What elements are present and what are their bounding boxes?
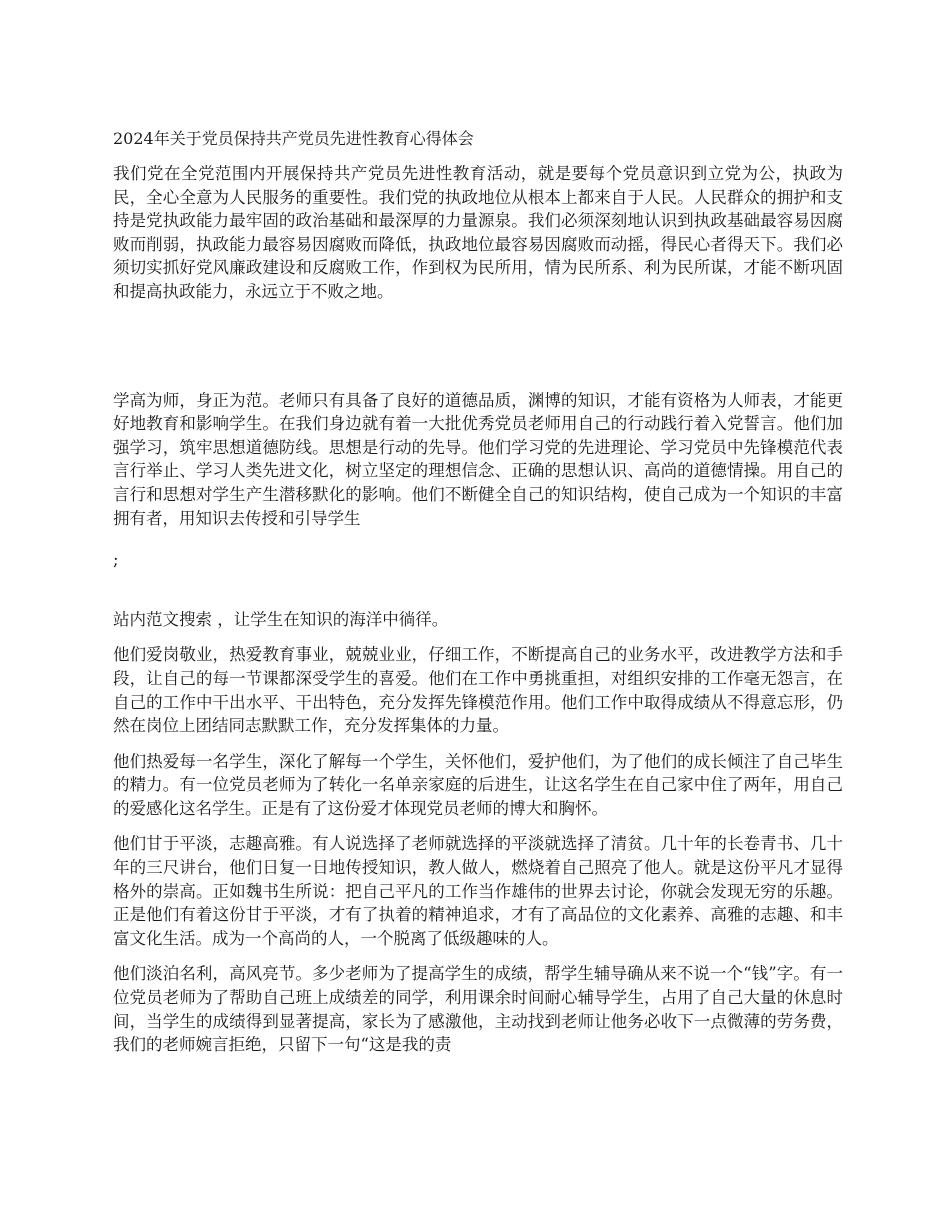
spacer <box>113 820 843 832</box>
spacer <box>113 738 843 750</box>
paragraph-love-students: 他们热爱每一名学生，深化了解每一个学生，关怀他们，爱护他们，为了他们的成长倾注了自己毕生的精力。有一位党员老师为了转化一名单亲家庭的后进生，让这名学生在自己家中住了两年，用自己的爱感化这名学生。正是有了这份爱才体现党员老师的博大和胸怀。 <box>113 751 843 818</box>
spacer <box>113 304 843 389</box>
paragraph-dedication: 他们爱岗敬业，热爱教育事业，兢兢业业，仔细工作，不断提高自己的业务水平，改进教学方法和手段，让自己的每一节课都深受学生的喜爱。他们在工作中勇挑重担，对组织安排的工作毫无怨言，在自己的工作中干出水平、干出特色，充分发挥先锋模范作用。他们工作中取得成绩从不得意忘形，仍然在岗位上团结同志默默工作，充分发挥集体的力量。 <box>113 645 843 736</box>
spacer <box>113 572 843 608</box>
paragraph-semicolon: ; <box>113 550 119 570</box>
paragraph-site-search: 站内范文搜索 ，让学生在知识的海洋中徜徉。 <box>113 609 449 629</box>
document-page <box>113 128 843 1057</box>
paragraph-teacher-example: 学高为师，身正为范。老师只有具备了良好的道德品质，渊博的知识，才能有资格为人师表，才能更好地教育和影响学生。在我们身边就有着一大批优秀党员老师用自己的行动践行着入党誓言。他们加强学习，筑牢思想道德防线。思想是行动的先导。他们学习党的先进理论、学习党员中先锋模范代表言行举止、学习人类先进文化，树立坚定的理想信念、正确的思想认识、高尚的道德情操。用自己的言行和思想对学生产生潜移默化的影响。他们不断健全自己的知识结构，使自己成为一个知识的丰富拥有者，用知识去传授和引导学生 <box>113 390 843 528</box>
paragraph-indifferent-fame: 他们淡泊名利，高风亮节。多少老师为了提高学生的成绩，帮学生辅导确从来不说一个“钱”字。有一位党员老师为了帮助自己班上成绩差的同学，利用课余时间耐心辅导学生，占用了自己大量的休息时间，当学生的成绩得到显著提高，家长为了感激他，主动找到老师让他务必收下一点微薄的劳务费，我们的老师婉言拒绝，只留下一句“这是我的责 <box>113 964 843 1055</box>
spacer <box>113 950 843 962</box>
paragraph-plain-life: 他们甘于平淡，志趣高雅。有人说选择了老师就选择的平淡就选择了清贫。几十年的长卷青书、几十年的三尺讲台，他们日复一日地传授知识，教人做人，燃烧着自己照亮了他人。就是这份平凡才显得格外的崇高。正如魏书生所说：把自己平凡的工作当作雄伟的世界去讨论，你就会发现无穷的乐趣。正是他们有着这份甘于平淡，才有了执着的精神追求，才有了高品位的文化素养、高雅的志趣、和丰富文化生活。成为一个高尚的人，一个脱离了低级趣味的人。 <box>113 834 843 948</box>
paragraph-party-education: 我们党在全党范围内开展保持共产党员先进性教育活动，就是要每个党员意识到立党为公，执政为民，全心全意为人民服务的重要性。我们党的执政地位从根本上都来自于人民。人民群众的拥护和支持是党执政能力最牢固的政治基础和最深厚的力量源泉。我们必须深刻地认识到执政基础最容易因腐败而削弱，执政能力最容易因腐败而降低，执政地位最容易因腐败而动摇，得民心者得天下。我们必须切实抓好党风廉政建设和反腐败工作，作到权为民所用，情为民所系、利为民所谋，才能不断巩固和提高执政能力，永远立于不败之地。 <box>113 164 843 301</box>
document-title: 2024年关于党员保持共产党员先进性教育心得体会 <box>113 129 474 148</box>
spacer <box>113 631 843 643</box>
